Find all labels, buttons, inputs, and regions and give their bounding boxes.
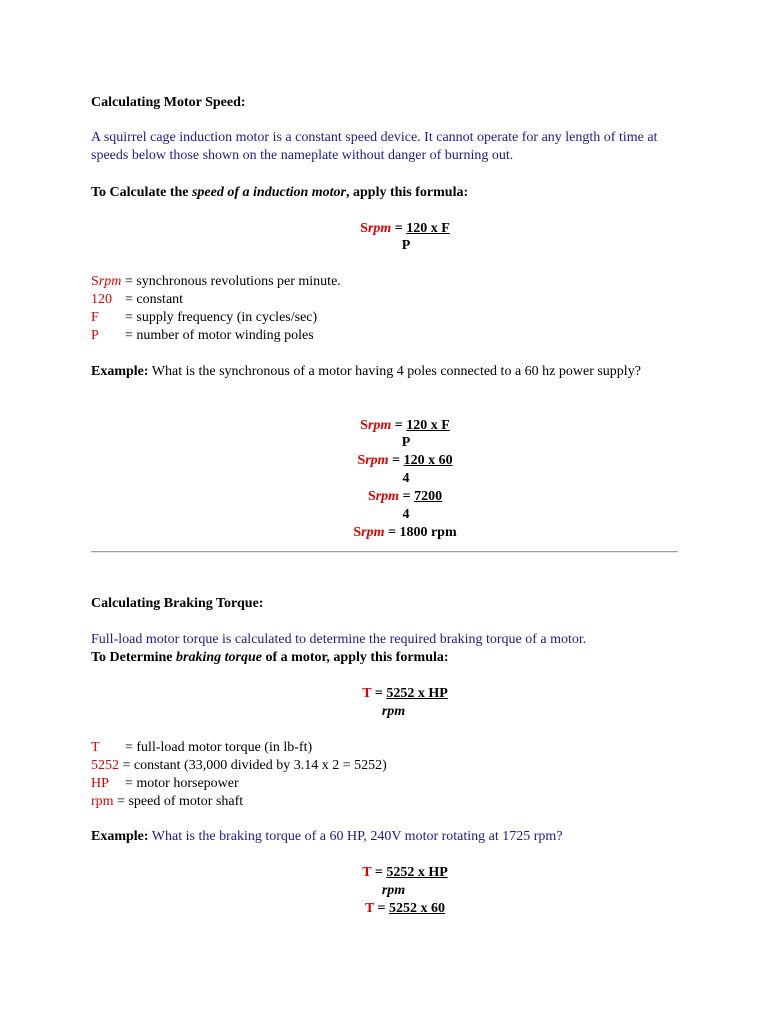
torque-step-2-numerator: T = 5252 x 60 bbox=[364, 901, 446, 916]
braking-torque-intro: Full-load motor torque is calculated to determine the required braking torque of a motor. bbox=[91, 632, 587, 647]
torque-def-rpm: rpm = speed of motor shaft bbox=[91, 794, 244, 809]
braking-torque-instruction: To Determine braking torque of a motor, apply this formula: bbox=[91, 650, 449, 665]
torque-step-1-denominator: rpm bbox=[381, 883, 406, 898]
speed-step-2-denominator: 4 bbox=[402, 471, 410, 486]
section-divider bbox=[91, 551, 678, 553]
speed-def-f: F = supply frequency (in cycles/sec) bbox=[91, 310, 318, 325]
speed-step-3-denominator: 4 bbox=[402, 507, 410, 522]
speed-def-p: P = number of motor winding poles bbox=[91, 328, 314, 343]
torque-formula-numerator: T = 5252 x HP bbox=[362, 686, 448, 701]
motor-speed-instruction: To Calculate the speed of a induction motor, apply this formula: bbox=[91, 185, 469, 200]
speed-formula-numerator: Srpm = 120 x F bbox=[360, 221, 450, 236]
speed-formula-denominator: P bbox=[401, 238, 411, 253]
torque-formula-denominator: rpm bbox=[381, 704, 406, 719]
torque-example: Example: What is the braking torque of a 60 HP, 240V motor rotating at 1725 rpm? bbox=[91, 829, 563, 844]
speed-def-120: 120 = constant bbox=[91, 292, 184, 307]
braking-torque-heading: Calculating Braking Torque: bbox=[91, 596, 264, 611]
speed-step-1-denominator: P bbox=[401, 435, 411, 450]
speed-step-1-numerator: Srpm = 120 x F bbox=[360, 418, 450, 433]
motor-speed-heading: Calculating Motor Speed: bbox=[91, 95, 246, 110]
torque-def-t: T = full-load motor torque (in lb-ft) bbox=[91, 740, 313, 755]
speed-example: Example: What is the synchronous of a motor having 4 poles connected to a 60 hz power supply? bbox=[91, 364, 641, 379]
speed-def-srpm: Srpm = synchronous revolutions per minute. bbox=[91, 274, 341, 289]
motor-speed-intro: A squirrel cage induction motor is a constant speed device. It cannot operate for any length of time at speeds below those shown on the nameplate without danger of burning out. bbox=[91, 130, 658, 163]
speed-result: Srpm = 1800 rpm bbox=[353, 525, 457, 540]
torque-step-1-numerator: T = 5252 x HP bbox=[362, 865, 448, 880]
speed-step-2-numerator: Srpm = 120 x 60 bbox=[357, 453, 453, 468]
torque-def-5252: 5252 = constant (33,000 divided by 3.14 x 2 = 5252) bbox=[91, 758, 387, 773]
torque-def-hp: HP = motor horsepower bbox=[91, 776, 239, 791]
speed-step-3-numerator: Srpm = 7200 bbox=[367, 489, 443, 504]
